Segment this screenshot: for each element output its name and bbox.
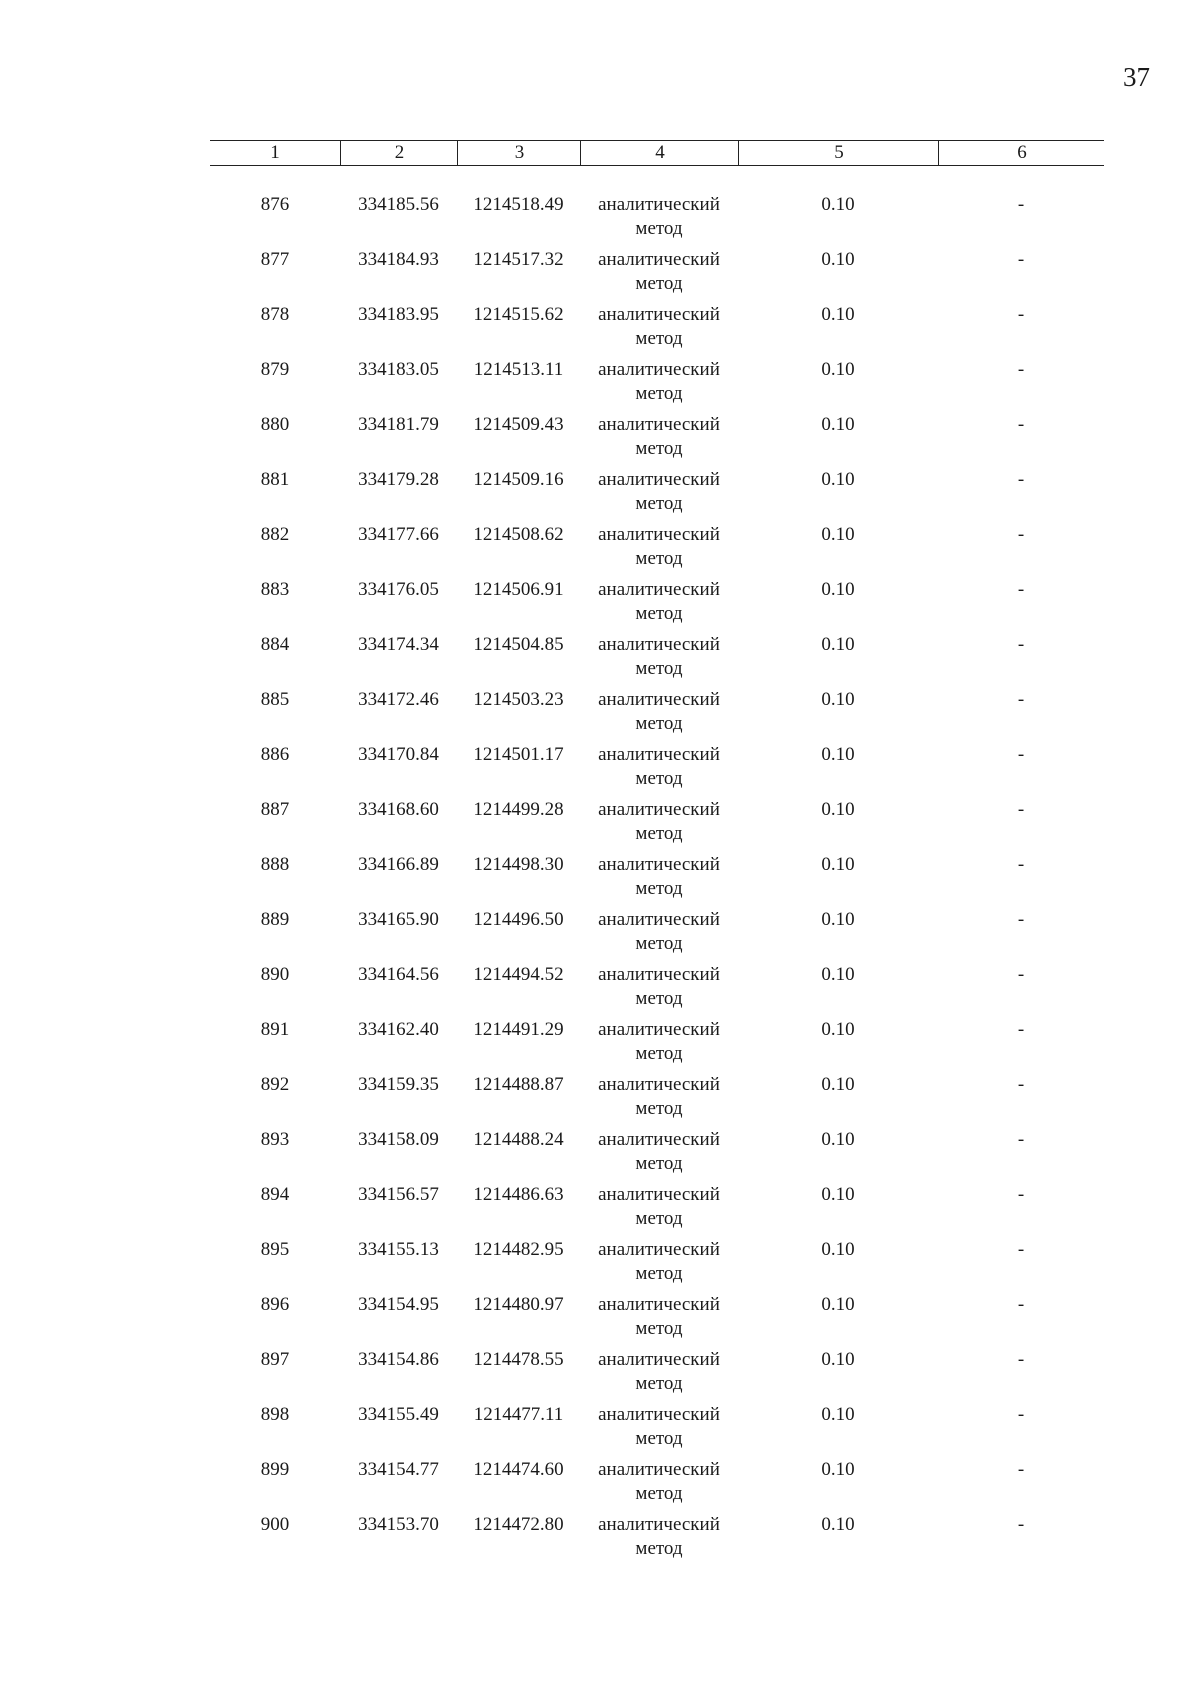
point-number: 891 xyxy=(260,1019,290,1040)
method-line-2: метод xyxy=(635,713,683,734)
accuracy: 0.10 xyxy=(821,1514,855,1535)
table-row xyxy=(210,1513,1104,1568)
method-line-1: аналитический xyxy=(598,304,720,325)
method-line-2: метод xyxy=(635,493,683,514)
method-line-1: аналитический xyxy=(598,1459,720,1480)
header-col-1: 1 xyxy=(270,142,280,163)
accuracy: 0.10 xyxy=(821,744,855,765)
note: - xyxy=(1017,1404,1025,1425)
table-row xyxy=(210,743,1104,798)
method-line-1: аналитический xyxy=(598,469,720,490)
method-line-2: метод xyxy=(635,603,683,624)
note: - xyxy=(1017,1019,1025,1040)
accuracy: 0.10 xyxy=(821,1404,855,1425)
point-number: 888 xyxy=(260,854,290,875)
method-line-1: аналитический xyxy=(598,1404,720,1425)
method-cell xyxy=(580,908,738,956)
method-line-1: аналитический xyxy=(598,1184,720,1205)
note: - xyxy=(1017,469,1025,490)
note: - xyxy=(1017,249,1025,270)
method-line-1: аналитический xyxy=(598,414,720,435)
method-line-2: метод xyxy=(635,1483,683,1504)
point-number: 900 xyxy=(260,1514,290,1535)
method-line-2: метод xyxy=(635,1153,683,1174)
method-cell xyxy=(580,248,738,296)
y-coordinate: 1214509.16 xyxy=(473,469,564,490)
point-number: 889 xyxy=(260,909,290,930)
y-coordinate: 1214517.32 xyxy=(473,249,564,270)
note: - xyxy=(1017,744,1025,765)
method-line-2: метод xyxy=(635,273,683,294)
x-coordinate: 334170.84 xyxy=(358,744,439,765)
note: - xyxy=(1017,304,1025,325)
method-line-2: метод xyxy=(635,1318,683,1339)
table-row xyxy=(210,1018,1104,1073)
x-coordinate: 334154.86 xyxy=(358,1349,439,1370)
accuracy: 0.10 xyxy=(821,194,855,215)
method-line-2: метод xyxy=(635,658,683,679)
table-row xyxy=(210,1293,1104,1348)
method-cell xyxy=(580,963,738,1011)
note: - xyxy=(1017,1514,1025,1535)
method-line-1: аналитический xyxy=(598,1514,720,1535)
x-coordinate: 334181.79 xyxy=(358,414,439,435)
note: - xyxy=(1017,1074,1025,1095)
accuracy: 0.10 xyxy=(821,414,855,435)
y-coordinate: 1214513.11 xyxy=(473,359,564,380)
x-coordinate: 334154.77 xyxy=(358,1459,439,1480)
note: - xyxy=(1017,689,1025,710)
point-number: 884 xyxy=(260,634,290,655)
note: - xyxy=(1017,964,1025,985)
accuracy: 0.10 xyxy=(821,799,855,820)
y-coordinate: 1214508.62 xyxy=(473,524,564,545)
note: - xyxy=(1017,634,1025,655)
x-coordinate: 334168.60 xyxy=(358,799,439,820)
point-number: 876 xyxy=(260,194,290,215)
x-coordinate: 334172.46 xyxy=(358,689,439,710)
method-cell xyxy=(580,1128,738,1176)
method-line-1: аналитический xyxy=(598,194,720,215)
x-coordinate: 334165.90 xyxy=(358,909,439,930)
table-row xyxy=(210,248,1104,303)
accuracy: 0.10 xyxy=(821,579,855,600)
method-cell xyxy=(580,1073,738,1121)
x-coordinate: 334176.05 xyxy=(358,579,439,600)
accuracy: 0.10 xyxy=(821,1239,855,1260)
y-coordinate: 1214509.43 xyxy=(473,414,564,435)
method-cell xyxy=(580,1018,738,1066)
accuracy: 0.10 xyxy=(821,1349,855,1370)
accuracy: 0.10 xyxy=(821,909,855,930)
point-number: 895 xyxy=(260,1239,290,1260)
note: - xyxy=(1017,854,1025,875)
method-line-2: метод xyxy=(635,1098,683,1119)
method-line-2: метод xyxy=(635,328,683,349)
accuracy: 0.10 xyxy=(821,1294,855,1315)
y-coordinate: 1214494.52 xyxy=(473,964,564,985)
y-coordinate: 1214491.29 xyxy=(473,1019,564,1040)
table-row xyxy=(210,633,1104,688)
x-coordinate: 334183.95 xyxy=(358,304,439,325)
table-row xyxy=(210,413,1104,468)
x-coordinate: 334184.93 xyxy=(358,249,439,270)
accuracy: 0.10 xyxy=(821,634,855,655)
point-number: 898 xyxy=(260,1404,290,1425)
method-cell xyxy=(580,688,738,736)
table-row xyxy=(210,1128,1104,1183)
method-line-1: аналитический xyxy=(598,359,720,380)
point-number: 887 xyxy=(260,799,290,820)
point-number: 897 xyxy=(260,1349,290,1370)
table-row xyxy=(210,523,1104,578)
header-col-6: 6 xyxy=(938,141,1105,165)
method-cell xyxy=(580,1238,738,1286)
method-line-1: аналитический xyxy=(598,1019,720,1040)
accuracy: 0.10 xyxy=(821,689,855,710)
y-coordinate: 1214488.87 xyxy=(473,1074,564,1095)
method-line-2: метод xyxy=(635,383,683,404)
x-coordinate: 334155.13 xyxy=(358,1239,439,1260)
header-col-4: 4 xyxy=(580,141,739,165)
table-row xyxy=(210,303,1104,358)
method-cell xyxy=(580,1293,738,1341)
method-line-1: аналитический xyxy=(598,1129,720,1150)
note: - xyxy=(1017,909,1025,930)
method-line-1: аналитический xyxy=(598,1349,720,1370)
point-number: 886 xyxy=(260,744,290,765)
method-cell xyxy=(580,468,738,516)
method-line-2: метод xyxy=(635,988,683,1009)
table-row xyxy=(210,853,1104,908)
table-row xyxy=(210,1348,1104,1403)
accuracy: 0.10 xyxy=(821,469,855,490)
x-coordinate: 334158.09 xyxy=(358,1129,439,1150)
method-cell xyxy=(580,1348,738,1396)
method-line-1: аналитический xyxy=(598,744,720,765)
method-line-2: метод xyxy=(635,548,683,569)
x-coordinate: 334166.89 xyxy=(358,854,439,875)
method-line-1: аналитический xyxy=(598,524,720,545)
table-row xyxy=(210,193,1104,248)
accuracy: 0.10 xyxy=(821,854,855,875)
header-col-5: 5 xyxy=(738,141,939,165)
method-cell xyxy=(580,853,738,901)
method-cell xyxy=(580,193,738,241)
method-cell xyxy=(580,1403,738,1451)
method-line-1: аналитический xyxy=(598,689,720,710)
point-number: 899 xyxy=(260,1459,290,1480)
x-coordinate: 334153.70 xyxy=(358,1514,439,1535)
y-coordinate: 1214488.24 xyxy=(473,1129,564,1150)
point-number: 893 xyxy=(260,1129,290,1150)
method-line-1: аналитический xyxy=(598,1239,720,1260)
table-row xyxy=(210,1238,1104,1293)
point-number: 882 xyxy=(260,524,290,545)
point-number: 892 xyxy=(260,1074,290,1095)
x-coordinate: 334155.49 xyxy=(358,1404,439,1425)
accuracy: 0.10 xyxy=(821,1129,855,1150)
y-coordinate: 1214496.50 xyxy=(473,909,564,930)
table-row xyxy=(210,688,1104,743)
table-row xyxy=(210,1403,1104,1458)
method-line-2: метод xyxy=(635,1538,683,1559)
point-number: 896 xyxy=(260,1294,290,1315)
method-line-2: метод xyxy=(635,768,683,789)
method-cell xyxy=(580,413,738,461)
accuracy: 0.10 xyxy=(821,524,855,545)
y-coordinate: 1214474.60 xyxy=(473,1459,564,1480)
note: - xyxy=(1017,414,1025,435)
y-coordinate: 1214504.85 xyxy=(473,634,564,655)
point-number: 880 xyxy=(260,414,290,435)
x-coordinate: 334154.95 xyxy=(358,1294,439,1315)
header-col-2: 2 xyxy=(340,141,458,165)
y-coordinate: 1214472.80 xyxy=(473,1514,564,1535)
table-row xyxy=(210,1458,1104,1513)
accuracy: 0.10 xyxy=(821,1019,855,1040)
y-coordinate: 1214515.62 xyxy=(473,304,564,325)
accuracy: 0.10 xyxy=(821,304,855,325)
method-line-1: аналитический xyxy=(598,249,720,270)
x-coordinate: 334185.56 xyxy=(358,194,439,215)
note: - xyxy=(1017,194,1025,215)
table-body xyxy=(210,193,1104,1568)
note: - xyxy=(1017,799,1025,820)
method-line-1: аналитический xyxy=(598,579,720,600)
method-line-1: аналитический xyxy=(598,909,720,930)
method-line-1: аналитический xyxy=(598,964,720,985)
table-row xyxy=(210,468,1104,523)
y-coordinate: 1214518.49 xyxy=(473,194,564,215)
note: - xyxy=(1017,1184,1025,1205)
point-number: 894 xyxy=(260,1184,290,1205)
point-number: 890 xyxy=(260,964,290,985)
method-line-1: аналитический xyxy=(598,799,720,820)
table-row xyxy=(210,1183,1104,1238)
y-coordinate: 1214503.23 xyxy=(473,689,564,710)
method-cell xyxy=(580,523,738,571)
point-number: 885 xyxy=(260,689,290,710)
accuracy: 0.10 xyxy=(821,249,855,270)
method-cell xyxy=(580,303,738,351)
method-cell xyxy=(580,798,738,846)
note: - xyxy=(1017,359,1025,380)
point-number: 877 xyxy=(260,249,290,270)
y-coordinate: 1214477.11 xyxy=(473,1404,564,1425)
method-line-2: метод xyxy=(635,218,683,239)
accuracy: 0.10 xyxy=(821,359,855,380)
x-coordinate: 334179.28 xyxy=(358,469,439,490)
note: - xyxy=(1017,579,1025,600)
y-coordinate: 1214501.17 xyxy=(473,744,564,765)
method-line-2: метод xyxy=(635,1373,683,1394)
method-line-1: аналитический xyxy=(598,634,720,655)
y-coordinate: 1214506.91 xyxy=(473,579,564,600)
method-line-2: метод xyxy=(635,1208,683,1229)
note: - xyxy=(1017,1349,1025,1370)
page-number: 37 xyxy=(1123,62,1150,92)
y-coordinate: 1214498.30 xyxy=(473,854,564,875)
point-number: 883 xyxy=(260,579,290,600)
x-coordinate: 334164.56 xyxy=(358,964,439,985)
accuracy: 0.10 xyxy=(821,1459,855,1480)
note: - xyxy=(1017,1239,1025,1260)
table-row xyxy=(210,578,1104,633)
x-coordinate: 334159.35 xyxy=(358,1074,439,1095)
method-cell xyxy=(580,1183,738,1231)
accuracy: 0.10 xyxy=(821,1074,855,1095)
method-line-2: метод xyxy=(635,1428,683,1449)
method-line-2: метод xyxy=(635,878,683,899)
method-line-2: метод xyxy=(635,1043,683,1064)
x-coordinate: 334183.05 xyxy=(358,359,439,380)
point-number: 878 xyxy=(260,304,290,325)
y-coordinate: 1214486.63 xyxy=(473,1184,564,1205)
method-line-1: аналитический xyxy=(598,1074,720,1095)
accuracy: 0.10 xyxy=(821,964,855,985)
method-cell xyxy=(580,1513,738,1561)
table-row xyxy=(210,358,1104,413)
point-number: 881 xyxy=(260,469,290,490)
note: - xyxy=(1017,1129,1025,1150)
header-col-3: 3 xyxy=(457,141,581,165)
y-coordinate: 1214480.97 xyxy=(473,1294,564,1315)
method-cell xyxy=(580,578,738,626)
method-line-2: метод xyxy=(635,933,683,954)
table-row xyxy=(210,963,1104,1018)
method-cell xyxy=(580,743,738,791)
accuracy: 0.10 xyxy=(821,1184,855,1205)
table-row xyxy=(210,908,1104,963)
point-number: 879 xyxy=(260,359,290,380)
note: - xyxy=(1017,524,1025,545)
method-line-2: метод xyxy=(635,823,683,844)
method-line-2: метод xyxy=(635,438,683,459)
y-coordinate: 1214499.28 xyxy=(473,799,564,820)
note: - xyxy=(1017,1459,1025,1480)
y-coordinate: 1214482.95 xyxy=(473,1239,564,1260)
method-cell xyxy=(580,1458,738,1506)
x-coordinate: 334174.34 xyxy=(358,634,439,655)
note: - xyxy=(1017,1294,1025,1315)
method-line-1: аналитический xyxy=(598,1294,720,1315)
method-line-1: аналитический xyxy=(598,854,720,875)
table-row xyxy=(210,1073,1104,1128)
y-coordinate: 1214478.55 xyxy=(473,1349,564,1370)
x-coordinate: 334177.66 xyxy=(358,524,439,545)
method-line-2: метод xyxy=(635,1263,683,1284)
method-cell xyxy=(580,358,738,406)
method-cell xyxy=(580,633,738,681)
table-header xyxy=(210,140,1104,166)
table-row xyxy=(210,798,1104,853)
x-coordinate: 334156.57 xyxy=(358,1184,439,1205)
x-coordinate: 334162.40 xyxy=(358,1019,439,1040)
